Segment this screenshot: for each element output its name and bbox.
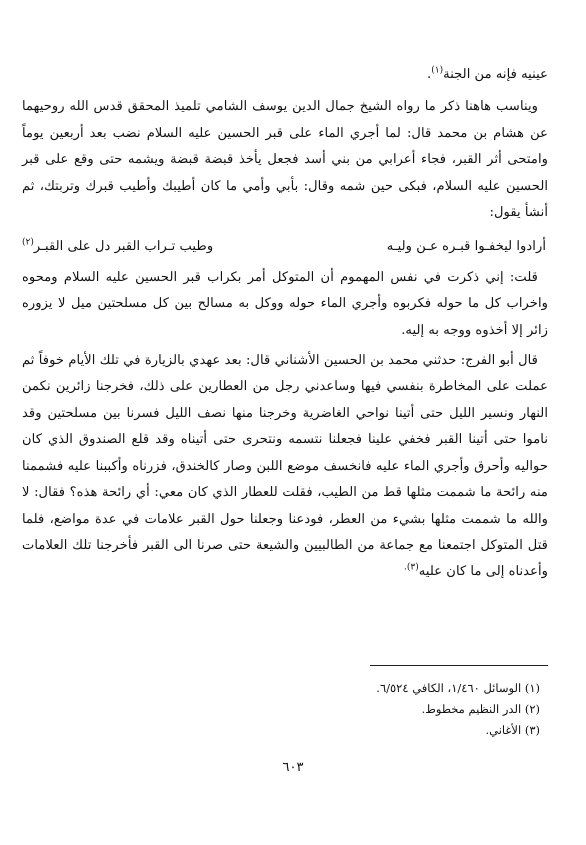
main-text — [22, 62, 548, 586]
paragraph-1: ويناسب هاهنا ذكر ما رواه الشيخ جمال الدين يوسف الشامي تلميذ المحقق قدس الله روحيهما عن هشام بن محمد قال: لما أجري الماء على قبر الحسين عليه السلام نضب بعد أربعين يوماً وامتحى أثر القبر، فجاء أعرابي من بني أسد فجعل يأخذ قبضة قبضة ويشمه حتى وقع على قبر الحسين عليه السلام، فبكى حين شمه وقال: بأبي وأمي ما كان أطيبك وأطيب قبرك وتربتك، ثم أنشأ يقول: — [22, 99, 548, 221]
footnote-1: (١) الوسائل ١/٤٦٠، الكافي ٦/٥٢٤. — [376, 681, 540, 695]
paragraph-3 — [22, 348, 548, 586]
opening-line: عينيه فإنه من الجنة$^{(١)}$. — [427, 65, 548, 82]
poem-hemistich-1: أرادوا ليخفـوا قبـره عـن وليـه — [386, 239, 546, 255]
footnote-2: (٢) الدر النظيم مخطوط. — [421, 702, 540, 716]
footnote-3: (٣) الأغاني. — [485, 723, 540, 737]
footnote-divider — [370, 665, 548, 666]
poem-verse — [22, 234, 548, 260]
footnote-ref-2: (٢) — [22, 238, 34, 249]
paragraph-2: قلت: إني ذكرت في نفس المهموم أن المتوكل أمر بكراب قبر الحسين عليه السلام ومحوه واخراب كل ما حوله فكربوه وأجري الماء حوله ووكل به مسالح بين كل مسلحتين ميل لا يزوره زائر إلا أخذوه ووجه به إليه. — [22, 269, 548, 338]
footnote-ref-3: (٣). — [404, 562, 419, 573]
footnote-ref-1: (١) — [431, 65, 444, 76]
page-number: ٦٠٣ — [282, 760, 304, 775]
poem-hemistich-2 — [22, 234, 213, 260]
footnotes — [40, 678, 540, 741]
paragraph-3-text: قال أبو الفرج: حدثني محمد بن الحسين الأشناني قال: بعد عهدي بالزيارة في تلك الأيام خوفاً ثم عملت على المخاطرة بنفسي فيها وساعدني رجل من العطارين على ذلك، فخرجنا زائرين نكمن النهار ونسير الليل حتى أتينا نواحي الغاضرية وخرجنا منها نصف الليل فسرنا بين مسلحتين وقد ناموا حتى أتينا القبر فخفي علينا فجعلنا نتسمه ونتحرى حتى أتيناه وقد قلع الصندوق الذي كان حواليه وأحرق وأجري الماء عليه فانخسف موضع اللبن وصار كالخندق، فزرناه وأكببنا عليه فشممنا منه رائحة ما شممت مثلها قط من الطيب، فقلت للعطار الذي كان معي: أي رائحة هذه؟ فقال: لا والله ما شممت مثلها بشيء من العطر، فودعنا وجعلنا حول القبر علامات في عدة مواضع، فلما قتل المتوكل اجتمعنا مع جماعة من الطالبيين والشيعة حتى صرنا الى القبر فأخرجنا تلك العلامات وأعدناه إلى ما كان عليه — [22, 353, 548, 580]
opening-line-text: عينيه فإنه من الجنة — [443, 67, 548, 82]
poem-hemistich-2-text: وطيب تـراب القبر دل على القبـر — [33, 239, 214, 255]
